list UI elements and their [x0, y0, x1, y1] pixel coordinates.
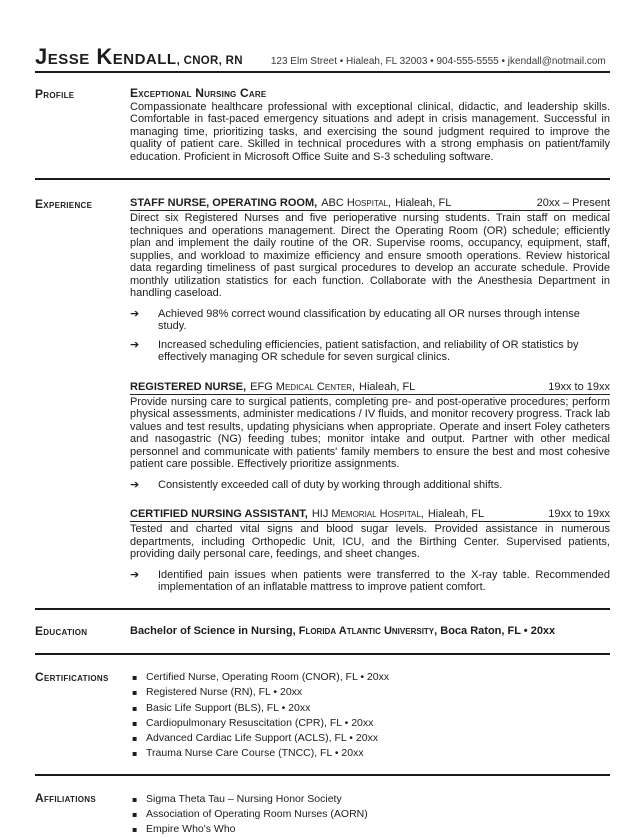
- certifications-label: Certifications: [35, 669, 109, 684]
- achievement-item: [130, 339, 610, 364]
- section-divider: [35, 774, 610, 776]
- square-bullet-icon: ▪: [132, 688, 138, 698]
- job-dates: 20xx – Present: [536, 197, 610, 209]
- certification-text: Certified Nurse, Operating Room (CNOR), FL • 20xx: [146, 671, 390, 683]
- affiliations-content: [130, 792, 610, 838]
- job-description: Provide nursing care to surgical patients, completing pre- and post-operative procedures; perform physical assessments, administer medications / IV fluids, and monitor recovery progress. Track lab values and test results, updating physicians when appropriate. Operate and insert Foley catheters and nasogastric (NG) feeding tubes; monitor intake and output. Partner with other medical personnel and communicate with patients' family members to ensure the best and most cohesive patient care possible. Effectively prioritize assignments.: [130, 395, 610, 470]
- job-location: Hialeah, FL: [427, 508, 485, 520]
- achievement-text: Achieved 98% correct wound classification by educating all OR nurses through intense study.: [158, 307, 580, 332]
- certifications-section: [35, 670, 610, 762]
- education-section: [35, 625, 610, 639]
- square-bullet-icon: ▪: [132, 825, 138, 835]
- degree: Bachelor of Science in Nursing,: [130, 624, 296, 637]
- job-title: REGISTERED NURSE,: [130, 380, 247, 393]
- certification-item: [130, 716, 610, 731]
- job-entry: [130, 508, 610, 594]
- affiliation-list: [130, 792, 610, 838]
- job-dates: 19xx to 19xx: [548, 380, 610, 393]
- certification-item: [130, 670, 610, 685]
- job-heading: [130, 197, 610, 211]
- job-title: CERTIFIED NURSING ASSISTANT,: [130, 508, 308, 520]
- profile-body: Compassionate healthcare professional with exceptional clinical, didactic, and leadership skills. Comfortable in fast-paced emergency situations and adept in crisis management. Successful in managing time, prioritizing tasks, and exercising the sound judgment required to improve the quality of patient care. Skilled in technical procedures with a strong emphasis on patient/family education. Proficient in Microsoft Office Suite and S-3 scheduling software.: [130, 100, 610, 163]
- certifications-content: [130, 670, 610, 762]
- arrow-bullet-icon: ➔: [130, 306, 140, 320]
- square-bullet-icon: ▪: [132, 718, 138, 728]
- section-divider: [35, 608, 610, 610]
- achievement-item: [130, 569, 610, 594]
- certification-list: [130, 670, 610, 762]
- affiliation-text: Association of Operating Room Nurses (AORN): [146, 808, 368, 821]
- achievement-list: [130, 308, 610, 364]
- certification-text: Cardiopulmonary Resuscitation (CPR), FL • 20xx: [146, 716, 374, 729]
- certification-text: Registered Nurse (RN), FL • 20xx: [146, 686, 303, 699]
- achievement-item: [130, 479, 610, 492]
- certification-item: [130, 731, 610, 746]
- education-content: [130, 625, 610, 639]
- candidate-credentials: , CNOR, RN: [176, 55, 243, 67]
- experience-section: [35, 197, 610, 594]
- job-location: Hialeah, FL: [395, 197, 452, 209]
- section-divider: [35, 653, 610, 655]
- profile-label: Profile: [35, 86, 75, 101]
- affiliation-item: [130, 822, 610, 837]
- job-description: Tested and charted vital signs and blood sugar levels. Provided assistance in numerous departments, including Orthopedic Unit, ICU, and the Birthing Center. Supervised patients, providing daily personal care, feedings, and sheet changes.: [130, 523, 610, 560]
- job-heading: [130, 508, 610, 522]
- achievement-list: [130, 479, 610, 492]
- certification-text: Advanced Cardiac Life Support (ACLS), FL • 20xx: [146, 732, 379, 745]
- certification-item: [130, 701, 610, 716]
- square-bullet-icon: ▪: [132, 749, 138, 759]
- affiliations-section: [35, 792, 610, 838]
- job-heading: [130, 381, 610, 395]
- achievement-text: Consistently exceeded call of duty by working through additional shifts.: [158, 478, 503, 491]
- affiliation-text: Empire Who's Who: [146, 823, 236, 836]
- profile-heading: Exceptional Nursing Care: [130, 86, 267, 100]
- school-location-year: Boca Raton, FL • 20xx: [440, 624, 556, 637]
- affiliations-label: Affiliations: [35, 791, 97, 806]
- job-entry: [130, 381, 610, 492]
- arrow-bullet-icon: ➔: [130, 567, 140, 581]
- certification-text: Basic Life Support (BLS), FL • 20xx: [146, 701, 311, 714]
- job-employer: HIJ Memorial Hospital,: [311, 508, 424, 520]
- affiliation-item: [130, 792, 610, 807]
- square-bullet-icon: ▪: [132, 734, 138, 744]
- achievement-list: [130, 569, 610, 594]
- achievement-text: Identified pain issues when patients were transferred to the X-ray table. Recommended implementation of an inflatable mattress to improve patient comfort.: [158, 568, 610, 593]
- job-entry: [130, 197, 610, 364]
- candidate-name: Jesse Kendall: [35, 44, 177, 69]
- square-bullet-icon: ▪: [132, 703, 138, 713]
- section-divider: [35, 178, 610, 180]
- square-bullet-icon: ▪: [132, 794, 138, 804]
- job-description: Direct six Registered Nurses and five perioperative nursing students. Train staff on medical techniques and operations management. Direct the Operating Room (OR) schedule; efficiently plan and implement the daily routine of the OR. Supervise rooms, occupancy, equipment, staff, supplies, and workload to maximize efficiency and ensure smooth operations. Review historical data regarding timeliness of past surgical procedures to develop an accurate schedule. Provide monthly utilization statistics for each function. Collaborate with the Anesthesia Department in handling caseload.: [130, 212, 610, 299]
- certification-item: [130, 746, 610, 761]
- affiliation-item: [130, 807, 610, 822]
- certification-text: Trauma Nurse Care Course (TNCC), FL • 20xx: [146, 747, 364, 760]
- square-bullet-icon: ▪: [132, 673, 138, 682]
- achievement-item: [130, 308, 610, 333]
- achievement-text: Increased scheduling efficiencies, patient satisfaction, and reliability of OR statistics by effectively managing OR schedule for seven surgical clinics.: [158, 338, 579, 363]
- contact-info: 123 Elm Street • Hialeah, FL 32003 • 904-555-5555 • jkendall@notmail.com: [270, 56, 606, 67]
- profile-content: [130, 87, 610, 163]
- job-location: Hialeah, FL: [359, 380, 416, 393]
- profile-section: [35, 87, 610, 163]
- education-entry: [130, 625, 610, 638]
- experience-label: Experience: [35, 196, 93, 211]
- education-label: Education: [35, 624, 88, 638]
- job-employer: EFG Medical Center,: [250, 380, 356, 393]
- header: [35, 46, 610, 73]
- square-bullet-icon: ▪: [132, 810, 138, 820]
- job-title: STAFF NURSE, OPERATING ROOM,: [130, 197, 318, 209]
- certification-item: [130, 685, 610, 700]
- experience-content: [130, 197, 610, 594]
- school: Florida Atlantic University,: [298, 624, 438, 637]
- job-employer: ABC Hospital,: [321, 197, 392, 209]
- job-dates: 19xx to 19xx: [548, 508, 610, 520]
- arrow-bullet-icon: ➔: [130, 477, 140, 491]
- arrow-bullet-icon: ➔: [130, 337, 140, 351]
- affiliation-text: Sigma Theta Tau – Nursing Honor Society: [146, 792, 342, 805]
